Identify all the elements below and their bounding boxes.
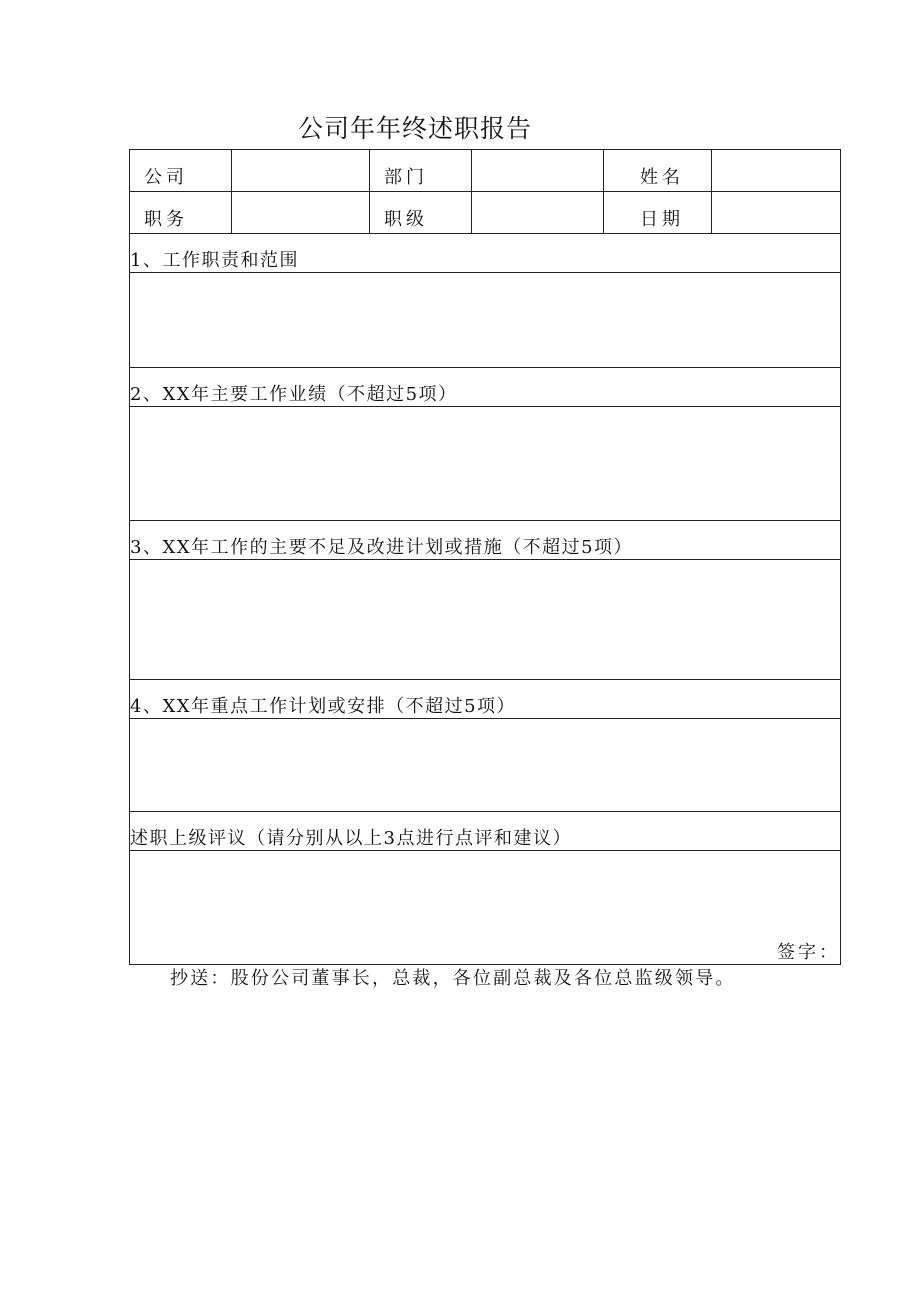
section-1-heading-row <box>130 234 841 273</box>
section-3-heading-row <box>130 521 841 560</box>
header-row-1 <box>130 150 841 192</box>
report-form-table <box>129 149 841 965</box>
section-heading: 1、工作职责和范围 <box>130 234 841 273</box>
company-label: 公司 <box>130 150 232 192</box>
rank-label: 职级 <box>370 192 472 234</box>
section-2-content-field[interactable] <box>130 407 841 521</box>
name-label: 姓名 <box>604 150 712 192</box>
position-field[interactable] <box>232 192 370 234</box>
section-4-content-field[interactable] <box>130 719 841 812</box>
section-4-content-row <box>130 719 841 812</box>
section-4-heading-row <box>130 680 841 719</box>
section-2-heading-row <box>130 368 841 407</box>
review-content-field[interactable] <box>130 851 841 965</box>
name-field[interactable] <box>712 150 841 192</box>
review-heading-row <box>130 812 841 851</box>
date-field[interactable] <box>712 192 841 234</box>
section-heading: 述职上级评议（请分别从以上3点进行点评和建议） <box>130 812 841 851</box>
section-heading: 4、XX年重点工作计划或安排（不超过5项） <box>130 680 841 719</box>
company-field[interactable] <box>232 150 370 192</box>
signature-label: 签字： <box>777 942 840 963</box>
department-field[interactable] <box>472 150 604 192</box>
position-label: 职务 <box>130 192 232 234</box>
cc-footer: 抄送：股份公司董事长，总裁，各位副总裁及各位总监级领导。 <box>170 968 736 989</box>
header-row-2 <box>130 192 841 234</box>
department-label: 部门 <box>370 150 472 192</box>
section-heading: 3、XX年工作的主要不足及改进计划或措施（不超过5项） <box>130 521 841 560</box>
section-3-content-field[interactable] <box>130 560 841 680</box>
rank-field[interactable] <box>472 192 604 234</box>
section-1-content-field[interactable] <box>130 273 841 368</box>
date-label: 日期 <box>604 192 712 234</box>
section-3-content-row <box>130 560 841 680</box>
section-heading: 2、XX年主要工作业绩（不超过5项） <box>130 368 841 407</box>
section-2-content-row <box>130 407 841 521</box>
review-content-row <box>130 851 841 965</box>
page-title: 公司年年终述职报告 <box>297 114 532 143</box>
section-1-content-row <box>130 273 841 368</box>
